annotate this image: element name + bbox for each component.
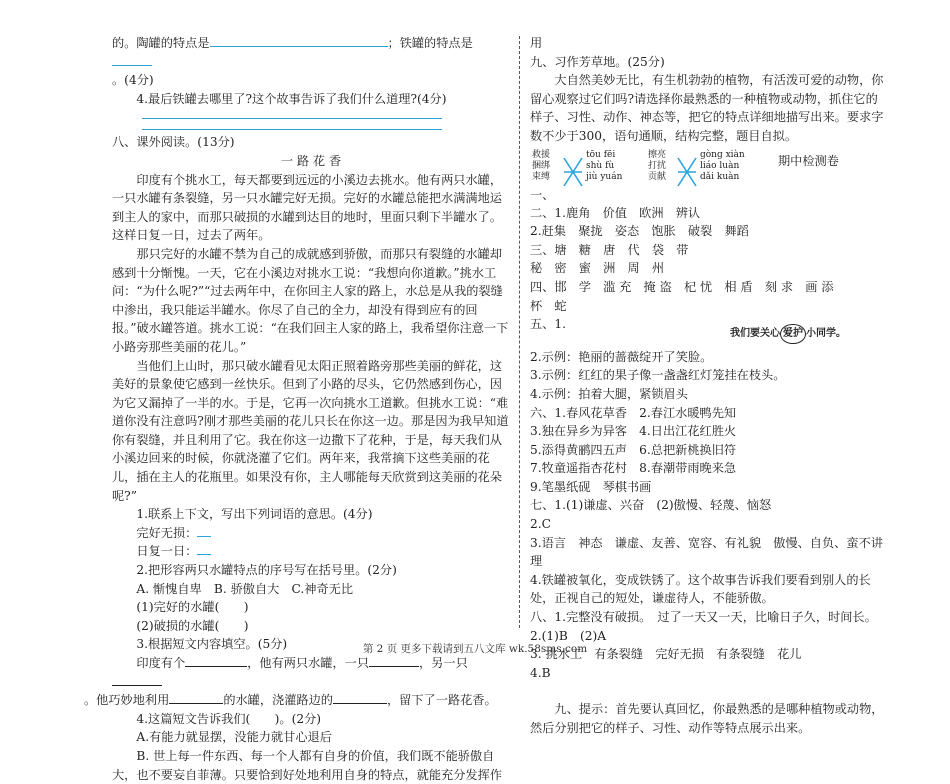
answer-3-2: 秘 密 蜜 洲 周 州: [530, 261, 665, 276]
section-9-prompt: 大自然美妙无比，有生机勃勃的植物，有活泼可爱的动物，你留心观察过它们吗?请选择你最熟悉的一种植物或动物，抓住它的样子、习性、动作、神态等，把它的特点详细地描写出来。要求字数不少于300，语句通顺，结构完整，题目自拟。: [530, 73, 884, 143]
answer-8-4: 4.B: [530, 665, 551, 680]
pinyin: jiù yuán: [586, 171, 623, 182]
answer-2: 二、1.鹿角 价值 欧洲 辨认: [530, 205, 701, 220]
answer-5-2: 2.示例：艳丽的蔷薇绽开了笑脸。: [530, 349, 713, 364]
pinyin: liáo luàn: [700, 160, 740, 171]
passage-paragraph: 印度有个挑水工，每天都要到远远的小溪边去挑水。他有两只水罐，一只水罐有条裂缝，另一只水罐完好无损。完好的水罐总能把水满满地运到主人的家中，而那只破损的水罐到达目的地时，里面只剩下半罐水了。这样日复一日，过去了两年。: [112, 172, 503, 243]
answer-7: 七、1.(1)谦虚、兴奋 (2)傲慢、轻蔑、恼怒: [530, 498, 772, 513]
option-b: B. 世上每一件东西、每一个人都有自身的价值，我们既不能骄傲自大，也不要妄自菲薄。只要恰到好处地利用自身的特点，就能充分发挥作: [112, 748, 502, 782]
continuation: 用: [530, 36, 543, 50]
word: 捆绑: [532, 160, 551, 171]
section-8-heading: 八、课外阅读。(13分): [112, 135, 235, 150]
answer-1: 一、: [530, 187, 555, 202]
passage-paragraph: 当他们上山时，那只破水罐看见太阳正照着路旁那些美丽的鲜花，这美好的景象使它感到一丝快乐。但到了小路的尽头，它仍然感到伤心，因为它又漏掉了一半的水。于是，它再一次向挑水工道歉。但挑水工说：“难道你没有注意吗?刚才那些美丽的花儿只长在你这一边。那是因为我早知道你有裂缝，并且利用了它。我在你这一边撒下了花种，于是，每天我们从小溪边回来的时候，你就浇灌了它们。两年来，我常摘下这些美丽的花儿，插在主人的花瓶里。如果没有你，主人哪能每天欣赏到这美丽的花朵呢?”: [112, 358, 509, 503]
answer-7-2: 2.C: [530, 517, 551, 532]
word: 打扰: [648, 160, 667, 171]
fill-line[interactable]: 。他巧妙地利用 的水罐，浇灌路边的 ，留下了一路花香。: [84, 693, 497, 708]
answer-2-2: 2.赶集 聚拢 姿态 饱胀 破裂 舞蹈: [530, 224, 749, 239]
option-blank[interactable]: (2)破损的水罐( ): [136, 618, 249, 633]
answer-4: 四、邯 学 滥 充 掩 盗 杞 忧 相 盾 刻 求 画 添: [530, 279, 834, 294]
sub-question-1: 1.联系上下文，写出下列词语的意思。(4分): [136, 507, 373, 522]
passage-paragraph: 那只完好的水罐不禁为自己的成就感到骄傲，而那只有裂缝的水罐却感到十分惭愧。一天，它在小溪边对挑水工说：“我想向你道歉。”挑水工问：“为什么呢?”“过去两年中，在你回主人家的路上，水总是从我的裂缝中渗出，我只能运半罐水。你尽了自己的全力，却没有得到应有的回报。”破水罐答道。挑水工说：“在我们回主人家的路上，我希望你注意一下小路旁那些美丽的花儿。”: [112, 246, 509, 354]
answer-4-2: 杯 蛇: [530, 298, 567, 313]
matching-exercise-image: [530, 148, 886, 202]
sub-question-4: 4.这篇短文告诉我们( )。(2分): [136, 711, 322, 726]
sub-question-3: 3.根据短文内容填空。(5分): [136, 637, 288, 652]
answer-7-3: 3.语言 神态 谦虚、友善、宽容、有礼貌 傲慢、自负、蛮不讲理: [530, 535, 883, 569]
sub-question-2: 2.把形容两只水罐特点的序号写在括号里。(2分): [136, 563, 397, 578]
points-line: 。(4分): [112, 73, 154, 88]
fill-line[interactable]: 印度有个 ，他有两只水罐，一只 ，另一只: [112, 654, 510, 691]
word-blank[interactable]: 完好无损：: [112, 524, 510, 543]
answer-6-4: 7.牧童遥指杏花村 8.春潮带雨晚来急: [530, 461, 737, 476]
answer-8: 八、1.完整没有破损。 过了一天又一天，比喻日子久，时间长。: [530, 610, 877, 625]
options: A. 惭愧自卑 B. 骄傲自大 C.神奇无比: [136, 581, 354, 596]
pinyin: tōu fēi: [586, 149, 616, 160]
answer-6-2: 3.独在异乡为异客 4.日出江花红胜火: [530, 424, 737, 439]
word: 擦亮: [648, 149, 667, 160]
answer-line[interactable]: [142, 129, 442, 130]
question-4: 4.最后铁罐去哪里了?这个故事告诉了我们什么道理?(4分): [136, 91, 447, 106]
answer-5-4: 4.示例：拍着大腿，紧锁眉头: [530, 386, 688, 401]
word: 束缚: [532, 171, 551, 182]
pinyin: shù fù: [586, 160, 615, 171]
word-blank[interactable]: 日复一日：: [112, 542, 510, 561]
column-divider: [519, 36, 520, 628]
word: 贡献: [648, 171, 667, 182]
answer-key-title: 期中检测卷: [778, 153, 839, 168]
pinyin: dǎi kuàn: [700, 171, 740, 182]
answer-3: 三、塘 糖 唐 代 袋 带: [530, 242, 689, 257]
page-footer: 第 2 页 更多下载请到五八文库 wk.58sms.com: [362, 643, 588, 655]
answer-6-5: 9.笔墨纸砚 琴棋书画: [530, 479, 652, 494]
option-blank[interactable]: (1)完好的水罐( ): [136, 600, 249, 615]
answer-8-3: 3. 挑水工 有条裂缝 完好无损 有条裂缝 花儿: [530, 647, 802, 662]
section-9-heading: 九、习作芳草地。(25分): [530, 54, 665, 69]
pinyin: gòng xiàn: [700, 149, 745, 160]
circled-word: 爱护: [780, 324, 806, 345]
option-a: A.有能力就显摆，没能力就甘心退后: [136, 730, 332, 745]
correction-image: 我们要关心 爱护 小同学。: [530, 324, 846, 348]
answer-8-2: 2.(1)B (2)A: [530, 628, 607, 643]
answer-5-3: 3.示例：红红的果子像一盏盏红灯笼挂在枝头。: [530, 368, 786, 383]
word: 救援: [532, 149, 551, 160]
answer-6: 六、1.春风花草香 2.春江水暖鸭先知: [530, 405, 737, 420]
answer-9: 九、提示：首先要认真回忆，你最熟悉的是哪种植物或动物，然后分别把它的样子、习性、动作等特点展示出来。: [530, 702, 884, 735]
line-pottery-trait: 的。陶罐的特点是 ；铁罐的特点是: [112, 34, 510, 71]
answer-7-4: 4.铁罐被氧化，变成铁锈了。这个故事告诉我们要看到别人的长处，正视自己的短处，谦虚待人，不能骄傲。: [530, 572, 871, 606]
answer-5: 五、1.: [530, 317, 567, 332]
left-column: [84, 34, 510, 784]
passage-title: 一 路 花 香: [280, 153, 342, 168]
right-column: [530, 34, 886, 738]
answer-6-3: 5.添得黄鹂四五声 6.总把新桃换旧符: [530, 442, 737, 457]
